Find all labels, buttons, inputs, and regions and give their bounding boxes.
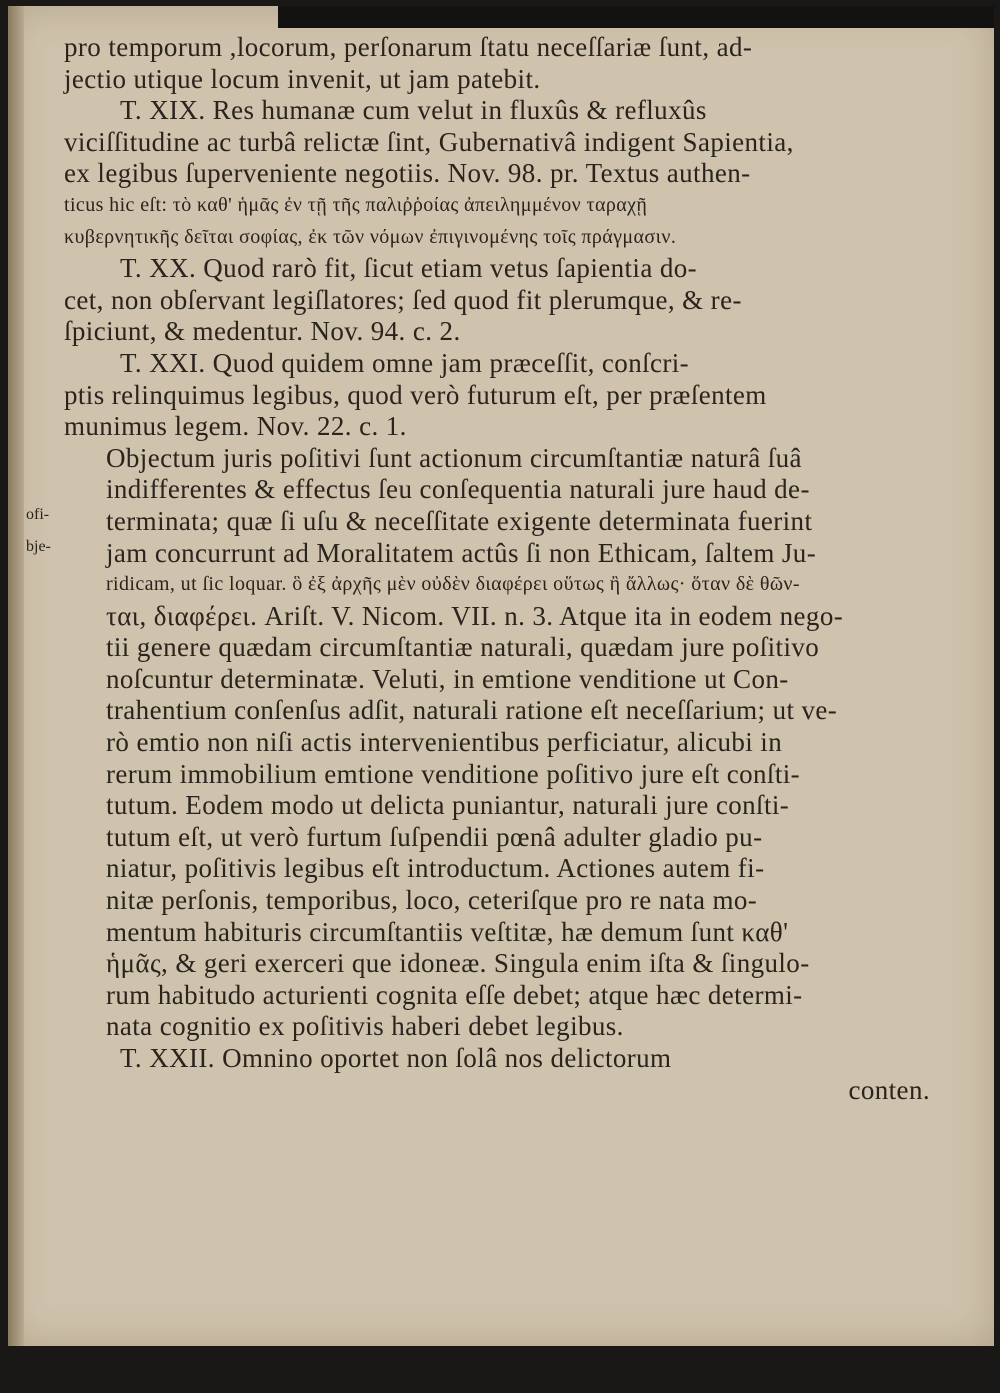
commentary-line: jam concurrunt ad Moralitatem actûs ſi non Ethicam, ſaltem Ju- [106,537,817,568]
commentary-line: ridicam, ut ſic loquar. ὃ ἐξ ἀρχῆς μὲν οὐδὲν διαφέρει οὕτως ἢ ἄλλως· ὅταν δὲ θῶν- [106,573,800,596]
text-line: κυβερνητικῆς δεῖται σοφίας, ἐκ τῶν νόμων ἐπιγινομένης τοῖς πράγμασιν. [64,225,677,248]
commentary-line: tutum. Eodem modo ut delicta puniantur, naturali jure conſti- [106,790,790,821]
commentary-line: rerum immobilium emtione venditione poſitivo jure eſt conſti- [106,758,801,789]
text-line: ex legibus ſupervenientе negotiis. Nov. 98. pr. Textus authen- [64,158,751,189]
thesis-heading-line: T. XXII. Omnino oportet non ſolâ nos delictorum [120,1043,672,1073]
commentary-line: mentum habituris circumſtantiis veſtitæ, hæ demum ſunt καθ' [106,916,789,947]
text-line: ticus hic eſt: τὸ καθ' ἡμᾶς ἐν τῇ τῆς παλιῤῥοίας ἀπειλημμένον ταραχῇ [64,193,648,216]
commentary-line: rum habitudo acturienti cognita eſſe debet; atque hæc determi- [106,979,803,1010]
commentary-line: indifferentes & effectus ſeu conſequentia naturali jure haud de- [106,474,810,505]
commentary-line: terminata; quæ ſi uſu & neceſſitate exigente determinata fuerint [106,505,813,536]
margin-note: bje- [26,538,51,555]
commentary-line: tutum eſt, ut verò furtum ſuſpendii pœnâ adulter gladio pu- [106,821,763,852]
text-line: ptis relinquimus legibus, quod verò futurum eſt, per præſentem [64,379,767,410]
text-line: viciſſitudine ac turbâ relictæ ſint, Gubernativâ indigent Sapientia, [64,126,794,157]
commentary-line: rò emtio non niſi actis intervenientibus perficiatur, alicubi in [106,727,783,758]
commentary-line: nata cognitio ex poſitivis haberi debet legibus. [106,1011,624,1042]
thesis-heading-line: T. XXI. Quod quidem omne jam præceſſit, conſcri- [120,347,690,378]
commentary-line: niatur, poſitivis legibus eſt introductum. Actiones autem fi- [106,853,765,884]
body-text [64,32,934,1106]
commentary-line: nitæ perſonis, temporibus, loco, ceteriſque pro re nata mo- [106,885,758,916]
text-line: ſpiciunt, & medentur. Nov. 94. c. 2. [64,316,461,347]
commentary-line: ἡμᾶς, & geri exerceri que idoneæ. Singula enim iſta & ſingulo- [106,948,810,979]
margin-note: ofi- [26,506,50,523]
text-line: cet, non obſervant legiſlatores; ſed quod fit plerumque, & re- [64,284,742,315]
commentary-line: tii genere quædam circumſtantiæ naturali, quædam jure poſitivo [106,632,820,663]
text-line: jectio utique locum invenit, ut jam patebit. [64,63,541,94]
catchword: conten. [848,1074,930,1105]
text-line: munimus legem. Nov. 22. c. 1. [64,411,407,442]
thesis-heading-line: T. XIX. Res humanæ cum velut in fluxûs & refluxûs [120,95,707,126]
page-binding [8,6,24,1346]
commentary-line: trahentium conſenſus adſit, naturali ratione eſt neceſſarium; ut ve- [106,695,838,726]
commentary-line: ται, διαφέρει. Ariſt. V. Nicom. VII. n. 3. Atque ita in eodem nego- [106,600,844,631]
commentary-line: Objectum juris poſitivi ſunt actionum circumſtantiæ naturâ ſuâ [106,442,802,473]
commentary-line: noſcuntur determinatæ. Veluti, in emtione venditione ut Con- [106,663,789,694]
book-page [8,6,994,1346]
text-line: pro temporum ,locorum, perſonarum ſtatu neceſſariæ ſunt, ad- [64,32,753,62]
scan-edge [278,6,994,28]
thesis-heading-line: T. XX. Quod rarò fit, ſicut etiam vetus ſapientia do- [120,253,698,284]
